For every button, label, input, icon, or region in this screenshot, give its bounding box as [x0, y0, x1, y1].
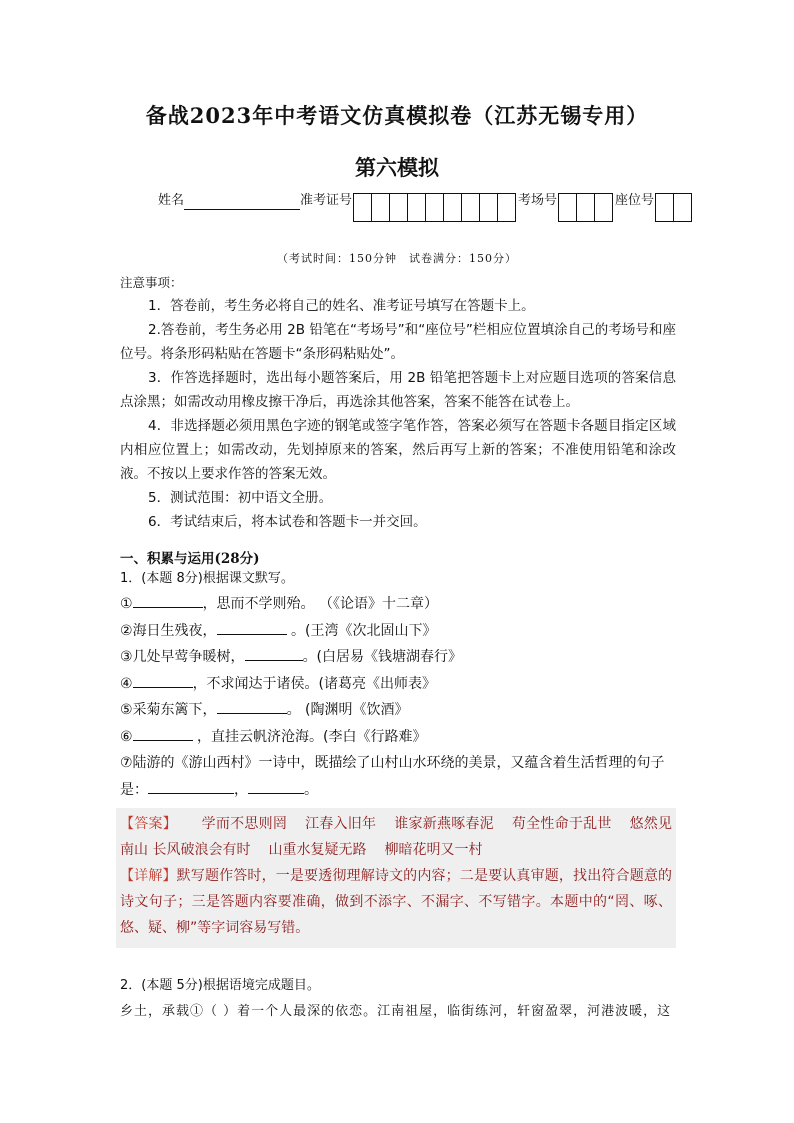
digit-box[interactable] [389, 193, 408, 222]
item-number: ④ [120, 675, 133, 692]
fill-in-row [120, 591, 680, 618]
fill-in-list [120, 591, 680, 803]
fill-in-row: ⑦陆游的《游山西村》一诗中，既描绘了山村山水环绕的美景，又蕴含着生活哲理的句子 [120, 755, 665, 771]
answer-tag: 【答案】 [120, 816, 177, 832]
line-text: 几处早莺争暖树， [132, 649, 245, 665]
notes-heading: 注意事项： [120, 275, 183, 290]
note-item: 5．测试范围：初中语文全册。 [148, 490, 333, 506]
item-number: ⑤ [120, 702, 133, 718]
answer-item: 江春入旧年 [305, 816, 377, 832]
fill-in-row [120, 671, 680, 698]
answer-item: 谁家新燕啄春泥 [394, 816, 494, 832]
line-text: 是： [120, 781, 148, 798]
line-text: ，思而不学则殆。 （《论语》十二章） [202, 596, 439, 612]
digit-box[interactable] [407, 193, 426, 222]
line-text: 采菊东篱下， [132, 702, 217, 718]
detail-tag: 【详解】 [120, 868, 177, 884]
line-text: 海日生残夜， [132, 622, 217, 639]
room-number-boxes[interactable] [559, 193, 613, 222]
answer-panel [116, 808, 676, 948]
seat-label: 座位号 [615, 193, 655, 208]
digit-box[interactable] [353, 193, 372, 222]
answer-blank[interactable] [217, 620, 287, 635]
item-number: ② [120, 622, 133, 639]
ticket-number-boxes[interactable] [354, 193, 516, 222]
digit-box[interactable] [673, 193, 692, 222]
line-text: 。(王湾《次北固山下》 [286, 622, 437, 639]
section-heading: 一、积累与运用(28分) [120, 551, 260, 567]
digit-box[interactable] [371, 193, 390, 222]
name-label: 姓名 [158, 193, 185, 208]
answer-blank[interactable] [148, 779, 234, 794]
notes-list [120, 294, 676, 534]
fill-in-row [120, 618, 680, 645]
answer-item: 悠然见南山 [120, 816, 673, 858]
digit-box[interactable] [594, 193, 613, 222]
answer-item: 苟全性命于乱世 [511, 816, 612, 832]
answer-blank[interactable] [133, 673, 193, 688]
question-1-prompt: 1．(本题 8分)根据课文默写。 [120, 571, 294, 586]
answer-item: 山重水复疑无路 [268, 842, 367, 858]
fill-in-row [120, 777, 680, 804]
digit-box[interactable] [443, 193, 462, 222]
note-item: 2.答卷前，考生务必用 2B 铅笔在“考场号”和“座位号”栏相应位置填涂自己的考场号和座位号。将条形码粘贴在答题卡“条形码粘贴处”。 [120, 322, 676, 362]
answer-blank[interactable] [248, 779, 304, 794]
question-2-prompt: 2．(本题 5分)根据语境完成题目。 [120, 978, 320, 993]
digit-box[interactable] [425, 193, 444, 222]
question-2-passage: 乡土，承载①（ ）着一个人最深的依恋。江南祖屋，临街练河，轩窗盈翠，河港波暖，这 [120, 1004, 672, 1019]
item-number: ③ [120, 649, 133, 665]
answer-blank[interactable] [133, 726, 193, 741]
note-item: 6．考试结束后，将本试卷和答题卡一并交回。 [148, 514, 427, 530]
item-number: ⑥ [120, 728, 133, 745]
line-text: ，不求闻达于诸侯。(诸葛亮《出师表》 [192, 675, 437, 692]
line-text: 。 [304, 781, 318, 798]
digit-box[interactable] [576, 193, 595, 222]
line-text: 。(白居易《钱塘湖春行》 [302, 649, 463, 665]
answer-item: 柳暗花明又一村 [384, 842, 483, 858]
room-label: 考场号 [518, 193, 558, 208]
line-text: ， [234, 781, 248, 798]
line-text: ，直挂云帆济沧海。(李白《行路难》 [192, 728, 427, 745]
item-number: ① [120, 596, 133, 612]
answer-blank[interactable] [245, 646, 303, 661]
exam-title: 备战2023年中考语文仿真模拟卷（江苏无锡专用） [145, 103, 649, 128]
fill-in-row [120, 724, 680, 751]
answer-item: 学而不思则罔 [201, 816, 288, 832]
digit-box[interactable] [479, 193, 498, 222]
note-item: 3．作答选择题时，选出每小题答案后，用 2B 铅笔把答题卡上对应题目选项的答案信息点涂黑；如需改动用橡皮擦干净后，再选涂其他答案，答案不能答在试卷上。 [120, 370, 676, 410]
answer-blank[interactable] [217, 699, 287, 714]
answer-item: 长风破浪会有时 [152, 842, 251, 858]
fill-in-row [120, 697, 680, 724]
answer-blank[interactable] [133, 593, 203, 608]
note-item: 4．非选择题必须用黑色字迹的钢笔或签字笔作答，答案必须写在答题卡各题目指定区域内相应位置上；如需改动，先划掉原来的答案，然后再写上新的答案；不准使用铅笔和涂改液。不按以上要求作答的答案无效。 [120, 418, 676, 482]
candidate-info-row [158, 192, 694, 222]
detail-text: 默写题作答时，一是要透彻理解诗文的内容；二是要认真审题，找出符合题意的诗文句子；三是答题内容要准确，做到不添字、不漏字、不写错字。本题中的“罔、啄、悠、疑、柳”等字词容易写错。 [120, 868, 673, 936]
exam-subtitle: 第六模拟 [355, 155, 439, 180]
exam-time-note: （考试时间：150分钟 试卷满分：150分） [277, 252, 517, 265]
digit-box[interactable] [558, 193, 577, 222]
name-field[interactable] [184, 192, 300, 210]
seat-number-boxes[interactable] [656, 193, 692, 222]
ticket-label: 准考证号 [300, 193, 353, 208]
fill-in-row [120, 644, 680, 671]
digit-box[interactable] [461, 193, 480, 222]
note-item: 1．答卷前，考生务必将自己的姓名、准考证号填写在答题卡上。 [148, 298, 535, 314]
line-text: 。 (陶渊明《饮酒》 [286, 702, 409, 718]
digit-box[interactable] [655, 193, 674, 222]
digit-box[interactable] [497, 193, 516, 222]
